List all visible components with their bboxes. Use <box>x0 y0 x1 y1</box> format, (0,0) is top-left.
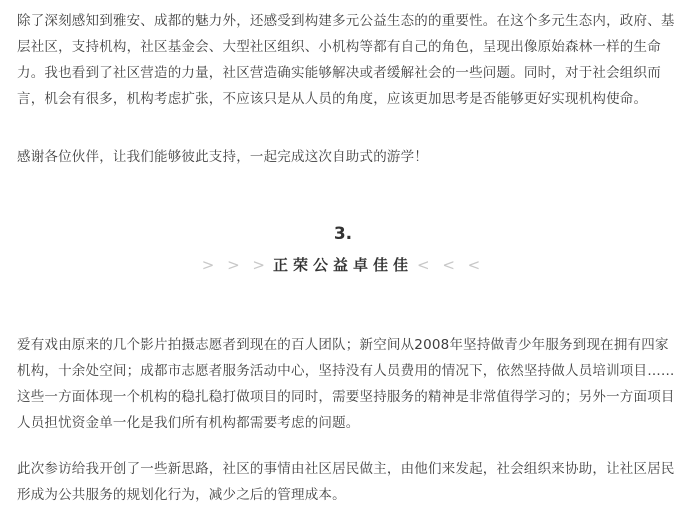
paragraph-thanks: 感谢各位伙伴，让我们能够彼此支持，一起完成这次自助式的游学！ <box>17 149 428 165</box>
paragraph-organizations: 爱有戏由原来的几个影片拍摄志愿者到现在的百人团队；新空间从2008年坚持做青少年服务到现在拥有四家机构，十余处空间；成都市志愿者服务活动中心，坚持没有人员费用的情况下，依然坚持做人员培训项目……这些一方面体现一个机构的稳扎稳打做项目的同时，需要坚持服务的精神是非常值得学习的；另外一方面项目人员担忧资金单一化是我们所有机构都需要考虑的问题。 <box>17 337 675 431</box>
decorative-arrows-right: < < < <box>417 255 485 274</box>
section-number: 3. <box>333 224 353 244</box>
paragraph-reflection-ecosystem: 除了深刻感知到雅安、成都的魅力外，还感受到构建多元公益生态的的重要性。在这个多元生态内，政府、基层社区，支持机构，社区基金会、大型社区组织、小机构等都有自己的角色，呈现出像原始森林一样的生命力。我也看到了社区营造的力量，社区营造确实能够解决或者缓解社会的一些问题。同时，对于社会组织而言，机会有很多，机构考虑扩张，不应该只是从人员的角度，应该更加思考是否能够更好实现机构使命。 <box>17 13 675 107</box>
section-heading <box>0 254 686 275</box>
section-title: 正荣公益卓佳佳 <box>272 256 413 274</box>
decorative-arrows-left: > > > <box>201 255 269 274</box>
paragraph-new-ideas: 此次参访给我开创了一些新思路，社区的事情由社区居民做主，由他们来发起，社会组织来协助，让社区居民形成为公共服务的规划化行为，减少之后的管理成本。 <box>17 461 675 503</box>
